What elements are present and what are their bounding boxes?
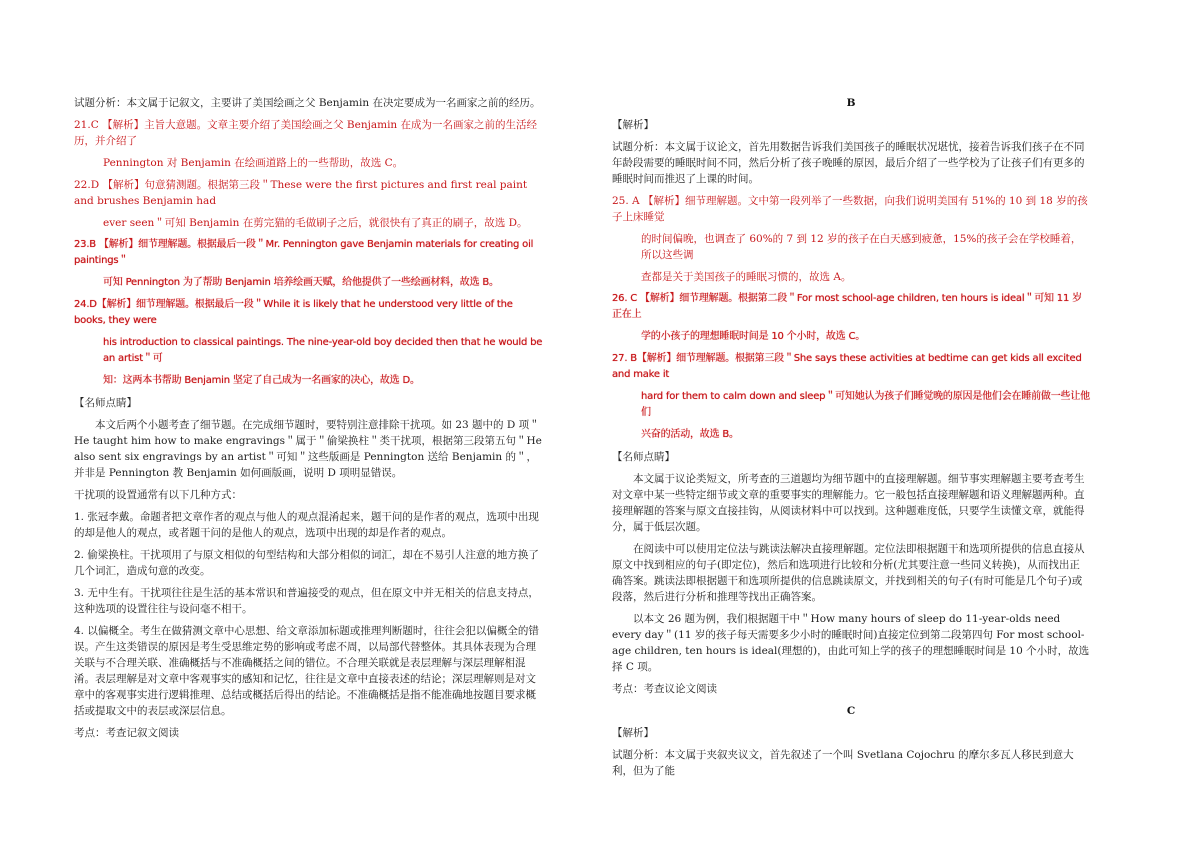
teacher-note-paragraph: 本文后两个小题考查了细节题。在完成细节题时，要特别注意排除干扰项。如 23 题中的 D 项＂He taught him how to make engravings＂属于＂偷梁换柱＂类干扰项，根据第三段第五句＂He also sent six engravings by an artist＂可知＂这些版画是 Pennington 送给 Benjamin 的＂，并非是 Pennington 教 Benjamin 如何画版画，说明 D 项明显错误。	[74, 419, 542, 479]
teacher-note-heading-b: 【名师点睛】	[612, 451, 675, 463]
analysis-intro-c: 试题分析：本文属于夹叙夹议文，首先叙述了一个叫 Svetlana Cojochru 的摩尔多瓦人移民到意大利，但为了能	[612, 749, 1074, 777]
test-point: 考点：考查记叙文阅读	[74, 727, 179, 739]
answer-24-line3: 知：这两本书帮助 Benjamin 坚定了自己成为一名画家的决心，故选 D。	[103, 375, 420, 386]
answer-22-line2: ever seen＂可知 Benjamin 在剪完猫的毛做刷子之后，就很快有了真正的刷子，故选 D。	[103, 217, 528, 229]
answer-26-line1: 26. C 【解析】细节理解题。根据第二段＂For most school-age children, ten hours is ideal＂可知 11 岁正在上	[612, 293, 1082, 320]
left-column	[74, 92, 544, 744]
answer-24-line2: his introduction to classical paintings. The nine-year-old boy decided then that he would be an artist＂可	[103, 337, 543, 364]
answer-27-line1: 27. B【解析】细节理解题。根据第三段＂She says these activities at bedtime can get kids all excited and make it	[612, 353, 1082, 380]
analysis-intro-b: 试题分析：本文属于议论文，首先用数据告诉我们美国孩子的睡眠状况堪忧，接着告诉我们孩子在不同年龄段需要的睡眠时间不同，然后分析了孩子晚睡的原因，最后介绍了一些学校为了让孩子们有更多的睡眠时间而推迟了上课的时间。	[612, 141, 1085, 185]
answer-25-line2: 的时间偏晚，也调查了 60%的 7 到 12 岁的孩子在白天感到疲惫，15%的孩子会在学校睡着，所以这些调	[641, 233, 1082, 261]
answer-26-line2: 学的小孩子的理想睡眠时间是 10 个小时，故选 C。	[641, 331, 866, 342]
answer-27-line2: hard for them to calm down and sleep＂可知她认为孩子们睡觉晚的原因是他们会在睡前做一些让他们	[641, 391, 1090, 418]
answer-21-line2: Pennington 对 Benjamin 在绘画道路上的一些帮助，故选 C。	[103, 157, 404, 169]
distractor-way-1: 1. 张冠李戴。命题者把文章作者的观点与他人的观点混淆起来，题干问的是作者的观点，选项中出现的却是他人的观点，或者题干问的是他人的观点，选项中出现的却是作者的观点。	[74, 511, 539, 539]
analysis-intro: 试题分析：本文属于记叙文，主要讲了美国绘画之父 Benjamin 在决定要成为一名画家之前的经历。	[74, 97, 541, 109]
teacher-note-paragraph-1: 本文属于议论类短文，所考查的三道题均为细节题中的直接理解题。细节事实理解题主要考查考生对文章中某一些特定细节或文章的重要事实的理解能力。它一般包括直接理解题和语义理解题两种。直接理解题的答案与原文直接挂钩，从阅读材料中可以找到。这种题难度低，只要学生读懂文章，就能得分，属于低层次题。	[612, 473, 1085, 533]
answer-21-line1: 21.C 【解析】主旨大意题。文章主要介绍了美国绘画之父 Benjamin 在成为一名画家之前的生活经历，并介绍了	[74, 119, 538, 147]
right-column	[612, 92, 1090, 782]
answer-25-line1: 25. A 【解析】细节理解题。文中第一段列举了一些数据，向我们说明美国有 51%的 10 到 18 岁的孩子上床睡觉	[612, 195, 1088, 223]
teacher-note-heading: 【名师点睛】	[74, 397, 137, 409]
teacher-note-paragraph-3: 以本文 26 题为例，我们根据题干中＂How many hours of sleep do 11-year-olds need every day＂(11 岁的孩子每天需要多少小时的睡眠时间)直接定位到第二段第四句 For most school-age children, ten hours is ideal(理想的)，由此可知上学的孩子的理想睡眠时间是 10 个小时，故选择 C 项。	[612, 613, 1090, 673]
section-c-heading: C	[846, 705, 856, 717]
teacher-note-paragraph-2: 在阅读中可以使用定位法与跳读法解决直接理解题。定位法即根据题干和选项所提供的信息直接从原文中找到相应的句子(即定位)，然后和选项进行比较和分析(尤其要注意一些同义转换)，从而找出正确答案。跳读法即根据题干和选项所提供的信息跳读原文，并找到相关的句子(有时可能是几个句子)或段落，然后进行分析和推理等找出正确答案。	[612, 543, 1085, 603]
distractor-way-3: 3. 无中生有。干扰项往往是生活的基本常识和普遍接受的观点，但在原文中并无相关的信息支持点，这种选项的设置往往与设问毫不相干。	[74, 587, 539, 615]
answer-25-line3: 查都是关于美国孩子的睡眠习惯的，故选 A。	[641, 271, 852, 283]
analysis-label: 【解析】	[612, 119, 654, 131]
answer-24-line1: 24.D【解析】细节理解题。根据最后一段＂While it is likely that he understood very little of the books, they were	[74, 299, 513, 326]
section-b-heading: B	[846, 97, 856, 109]
distractor-ways-heading: 干扰项的设置通常有以下几种方式：	[74, 489, 242, 501]
distractor-way-2: 2. 偷梁换柱。干扰项用了与原文相似的句型结构和大部分相似的词汇，却在不易引人注意的地方换了几个词汇，造成句意的改变。	[74, 549, 539, 577]
answer-23-line2: 可知 Pennington 为了帮助 Benjamin 培养绘画天赋，给他提供了一些绘画材料，故选 B。	[103, 277, 499, 288]
test-point-b: 考点：考查议论文阅读	[612, 683, 717, 695]
answer-22-line1: 22.D 【解析】句意猜测题。根据第三段＂These were the first pictures and first real paint and brushes Benjamin had	[74, 179, 528, 207]
analysis-label-c: 【解析】	[612, 727, 654, 739]
answer-23-line1: 23.B 【解析】细节理解题。根据最后一段＂Mr. Pennington gave Benjamin materials for creating oil paintings＂	[74, 239, 534, 266]
distractor-way-4: 4. 以偏概全。考生在做猜测文章中心思想、给文章添加标题或推理判断题时，往往会犯以偏概全的错误。产生这类错误的原因是考生受思维定势的影响或考虑不周，以局部代替整体。其具体表现为合理关联与不合理关联、准确概括与不准确概括之间的错位。不合理关联就是表层理解与深层理解相混淆。表层理解是对文章中客观事实的感知和记忆，往往是文章中直接表述的结论；深层理解则是对文章中的客观事实进行逻辑推理、总结或概括后得出的结论。不准确概括是指不能准确地按题目要求概括或提取文中的表层或深层信息。	[74, 625, 539, 717]
answer-27-line3: 兴奋的活动，故选 B。	[641, 429, 739, 440]
